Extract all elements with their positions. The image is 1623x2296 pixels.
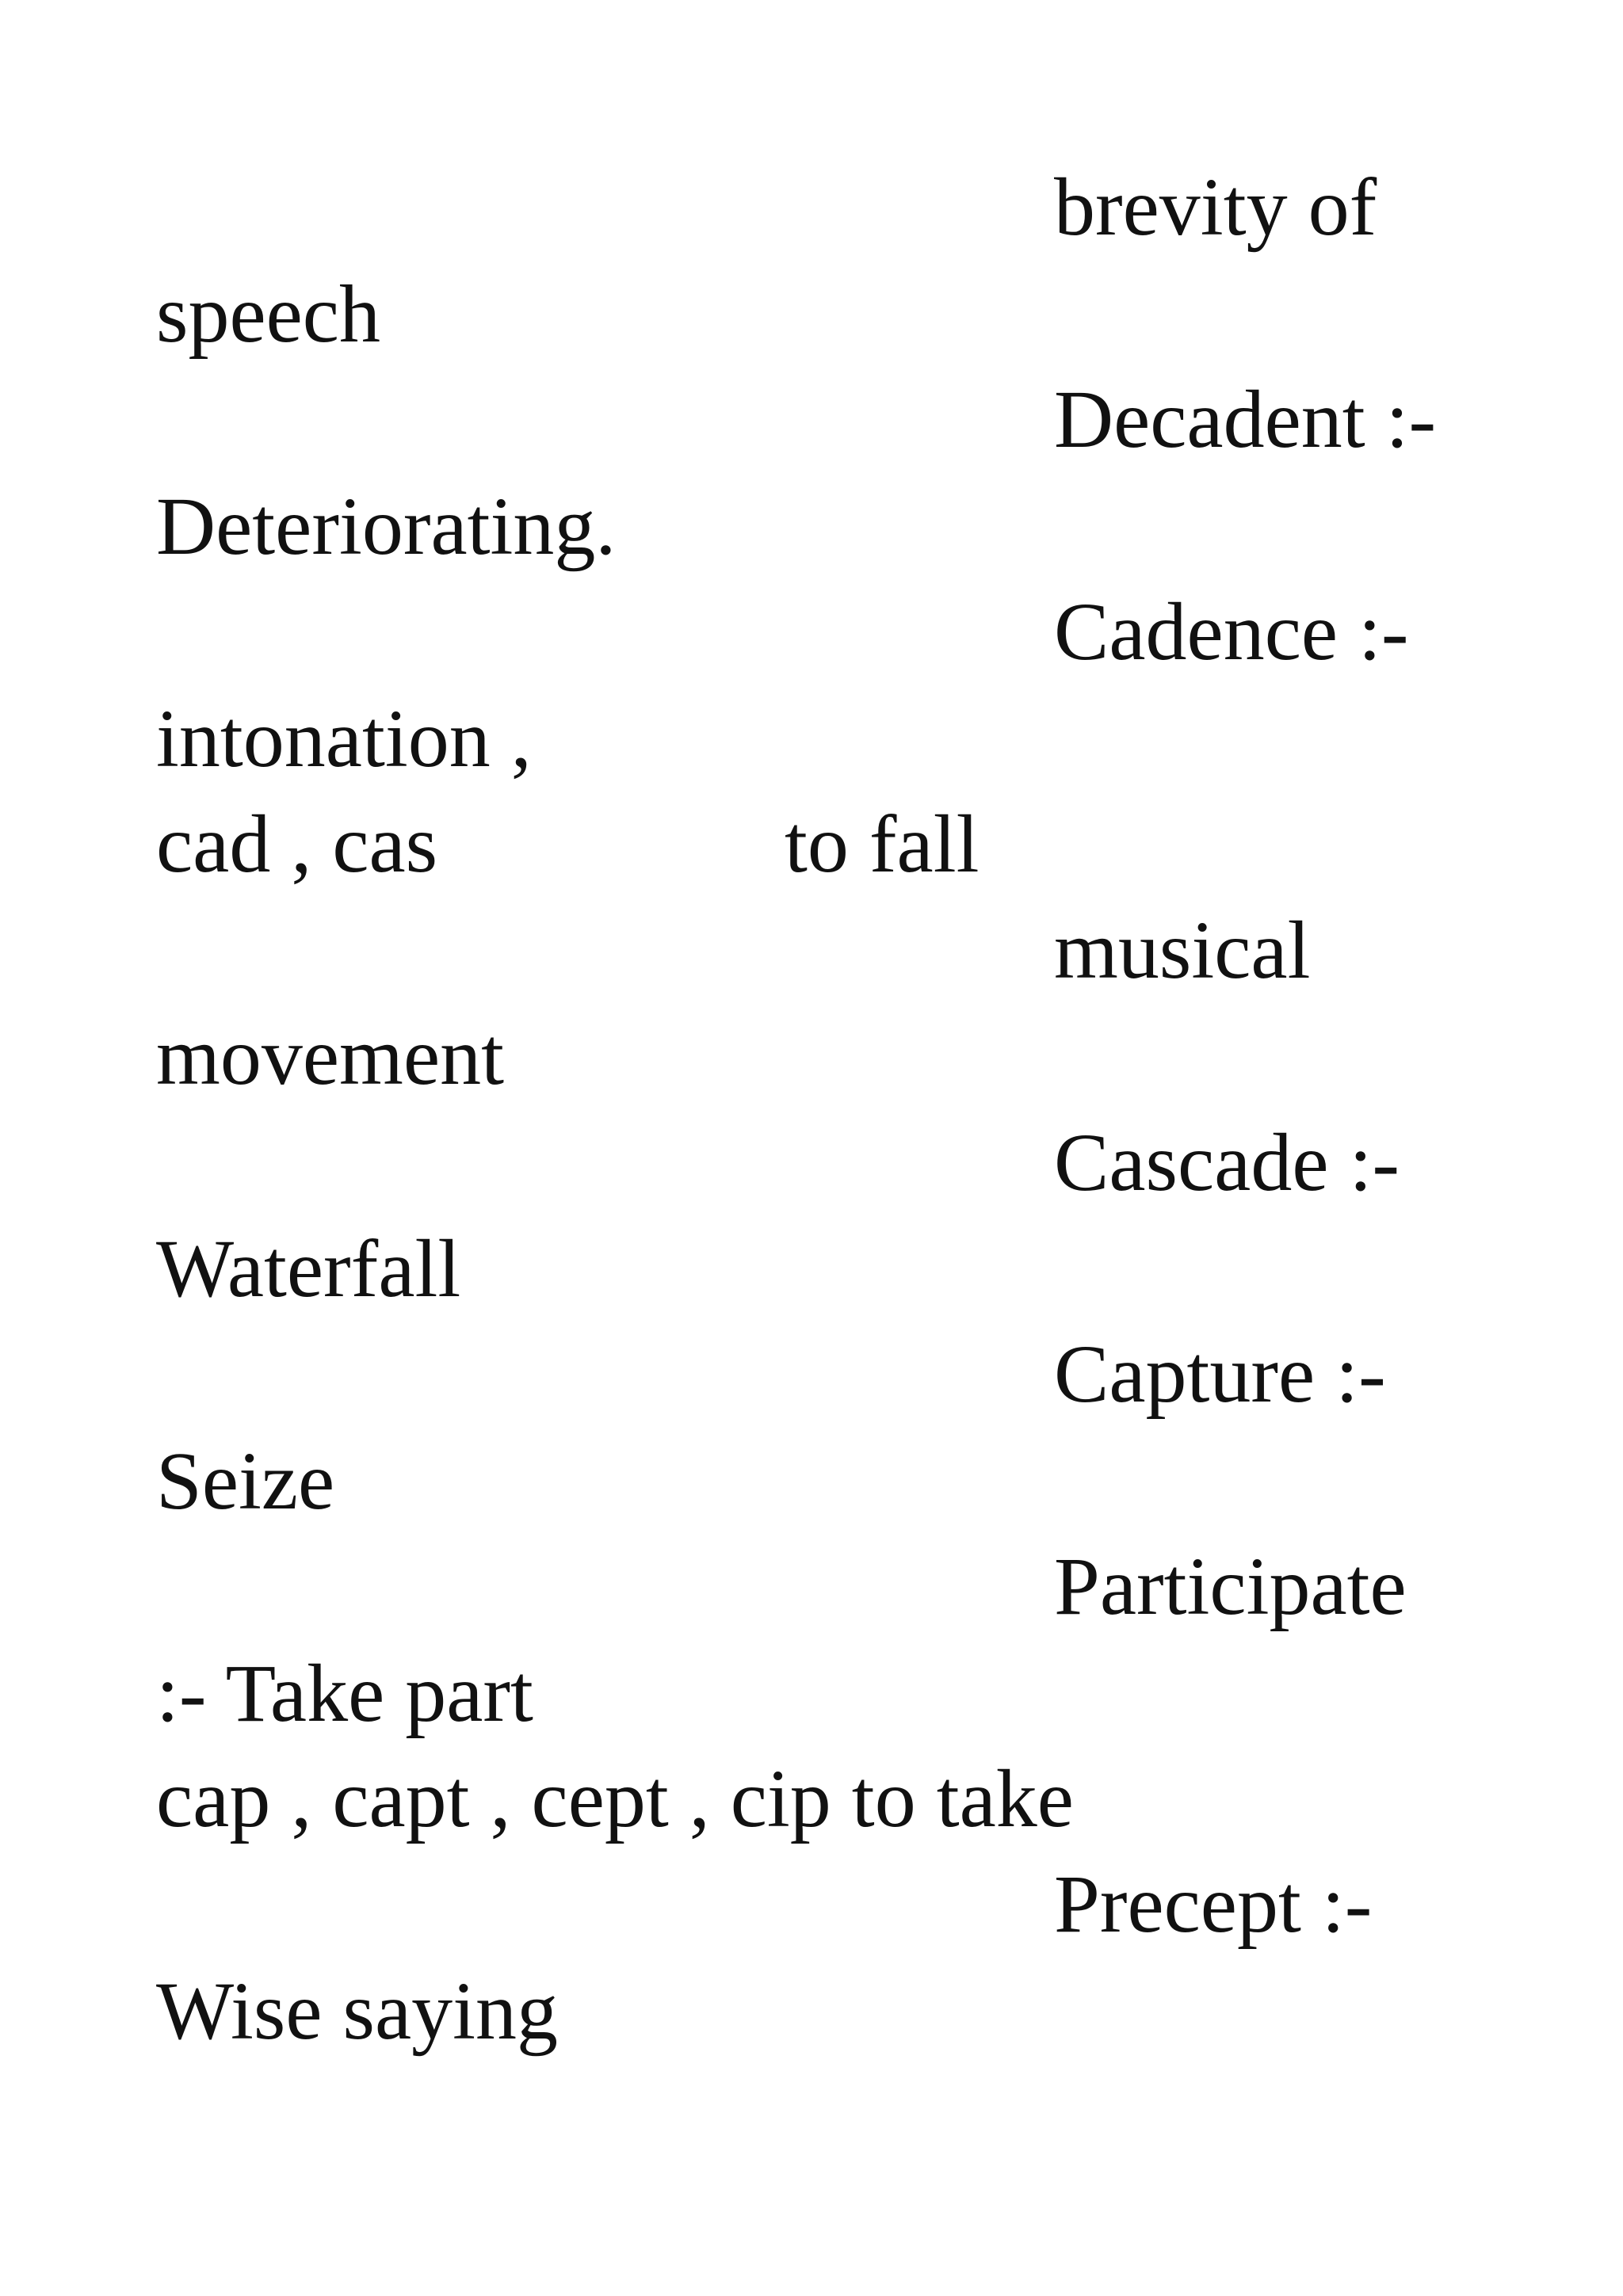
text-speech: speech — [156, 269, 380, 360]
definition-take-part: :- Take part — [156, 1648, 533, 1739]
term-capture: Capture :- — [1054, 1329, 1386, 1420]
root-cad-cas: cad , cas — [156, 799, 438, 890]
text-movement: movement — [156, 1011, 505, 1102]
definition-wise-saying: Wise saying — [156, 1966, 559, 2057]
text-musical: musical — [1054, 905, 1311, 996]
definition-intonation: intonation , — [156, 693, 532, 784]
definition-waterfall: Waterfall — [156, 1223, 461, 1314]
definition-seize: Seize — [156, 1436, 335, 1527]
text-brevity-of: brevity of — [1054, 162, 1377, 253]
term-precept: Precept :- — [1054, 1859, 1373, 1950]
term-cadence: Cadence :- — [1054, 586, 1409, 677]
term-decadent: Decadent :- — [1054, 374, 1437, 465]
definition-deteriorating: Deteriorating. — [156, 481, 617, 572]
root-cap-capt-cept-cip: cap , capt , cept , cip to take — [156, 1753, 1074, 1844]
term-cascade: Cascade :- — [1054, 1117, 1400, 1208]
term-participate: Participate — [1054, 1541, 1407, 1632]
root-meaning-to-fall: to fall — [785, 799, 980, 890]
